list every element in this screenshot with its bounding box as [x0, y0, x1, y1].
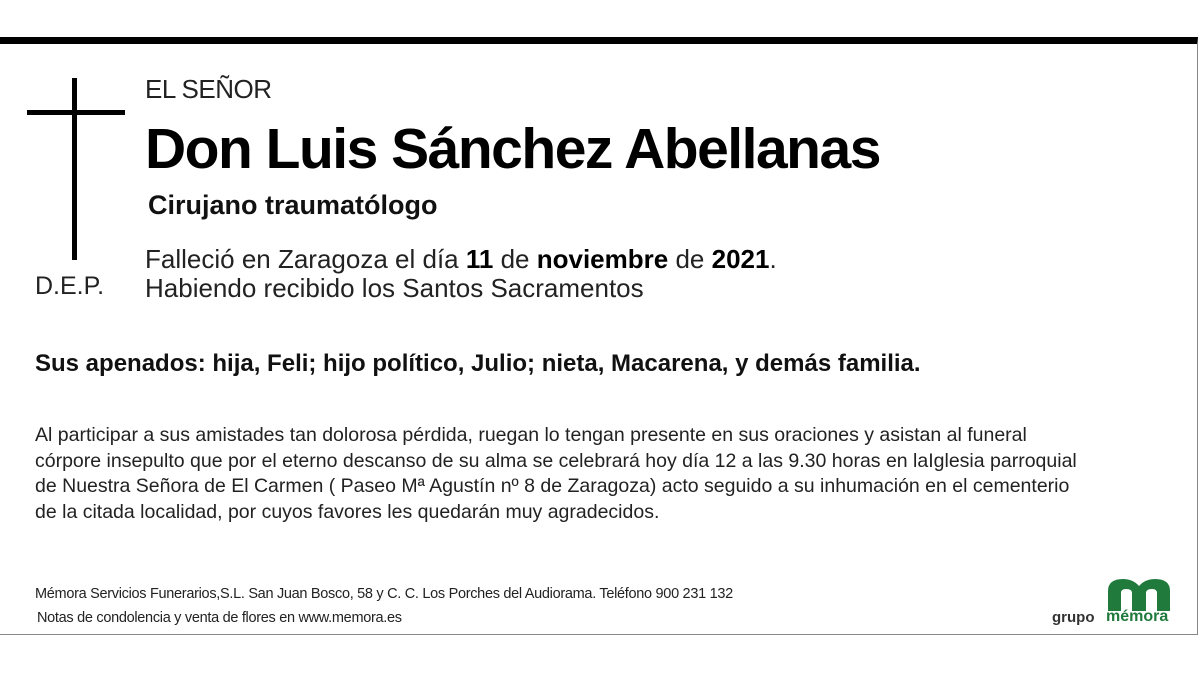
notice-line: de Nuestra Señora de El Carmen ( Paseo Mª Agustín nº 8 de Zaragoza) acto seguido a su inhumación en el cementerio — [35, 475, 1070, 497]
death-year: 2021 — [711, 244, 770, 274]
honorific: EL SEÑOR — [145, 74, 272, 104]
death-day: 11 — [465, 244, 494, 274]
logo-grupo-text: grupo — [1052, 609, 1095, 626]
cross-icon-bar — [27, 110, 125, 115]
notice-line: Al participar a sus amistades tan dolorosa pérdida, ruegan lo tengan presente en sus oraciones y asistan al funeral — [35, 424, 1027, 446]
deceased-name: Don Luis Sánchez Abellanas — [145, 117, 880, 181]
footer-contact: Mémora Servicios Funerarios,S.L. San Juan Bosco, 58 y C. C. Los Porches del Audiorama. Teléfono 900 231 132 — [35, 586, 733, 602]
memora-m-logo-icon — [1106, 577, 1172, 611]
mourners-statement: Sus apenados: hija, Feli; hijo político, Julio; nieta, Macarena, y demás familia. — [35, 350, 921, 377]
sacraments-statement: Habiendo recibido los Santos Sacramentos — [145, 273, 644, 303]
logo-memora-text: mémora — [1106, 608, 1169, 625]
footer-condolences: Notas de condolencia y venta de flores en www.memora.es — [37, 610, 402, 626]
dep-label: D.E.P. — [35, 272, 105, 300]
death-statement: Falleció en Zaragoza el día 11 de noviembre de 2021. — [145, 244, 777, 274]
funeral-notice — [35, 423, 1155, 525]
notice-line: de la citada localidad, por cuyos favores les quedarán muy agradecidos. — [35, 500, 660, 523]
notice-line: córpore insepulto que por el eterno descanso de su alma se celebrará hoy día 12 a las 9.30 horas en laIglesia parroquial — [35, 449, 1077, 472]
profession: Cirujano traumatólogo — [148, 190, 438, 220]
grupo-memora-logo — [1052, 577, 1177, 627]
cross-icon — [72, 78, 77, 260]
death-month: noviembre — [536, 244, 669, 274]
